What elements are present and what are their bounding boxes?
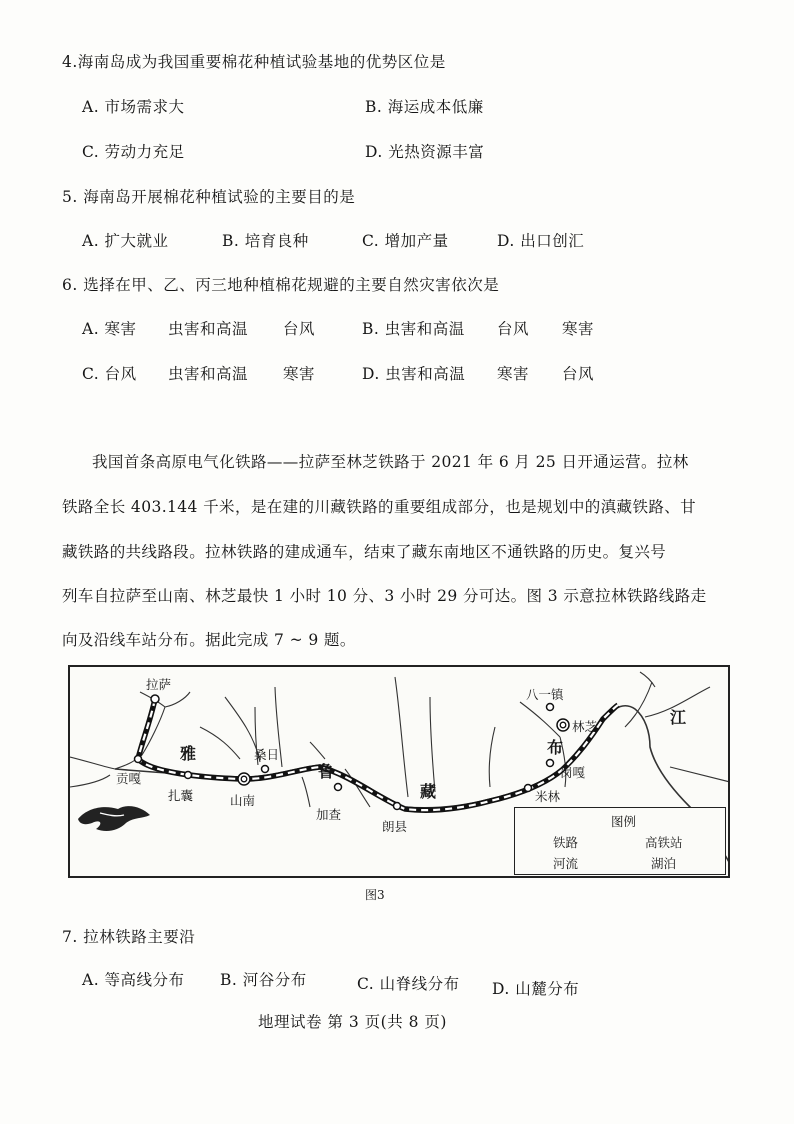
- river-char-4: 布: [547, 738, 564, 757]
- label-shannan: 山南: [230, 793, 256, 808]
- question-5-stem: 5. 海南岛开展棉花种植试验的主要目的是: [62, 188, 356, 206]
- station-sangri: [262, 766, 269, 773]
- passage-line-1: 我国首条高原电气化铁路——拉萨至林芝铁路于 2021 年 6 月 25 日开通运营。拉林: [92, 453, 689, 471]
- q7-option-d[interactable]: D. 山麓分布: [492, 980, 580, 998]
- q6-d-part-3: 台风: [562, 365, 595, 383]
- label-milin: 米林: [535, 789, 561, 804]
- q5-option-a[interactable]: A. 扩大就业: [82, 232, 169, 250]
- label-bayizhen: 八一镇: [526, 687, 564, 702]
- q4-option-c[interactable]: C. 劳动力充足: [82, 143, 185, 161]
- river-south-1: [302, 777, 310, 807]
- river-east-2: [670, 767, 730, 782]
- page-footer: 地理试卷 第 3 页(共 8 页): [258, 1013, 447, 1031]
- station-shannan-inner: [241, 776, 247, 782]
- label-gangga: 岗嘎: [560, 765, 586, 780]
- river-west-inflow: [70, 757, 115, 769]
- q6-b-part-3: 寒害: [562, 320, 595, 338]
- station-jiacha: [335, 784, 342, 791]
- river-north-3: [489, 727, 495, 787]
- river-north-1: [395, 677, 408, 797]
- question-7-stem: 7. 拉林铁路主要沿: [62, 928, 196, 946]
- q6-c-part-2: 虫害和高温: [168, 365, 249, 383]
- q5-option-b[interactable]: B. 培育良种: [222, 232, 309, 250]
- river-char-5: 江: [670, 708, 687, 727]
- label-gongga: 贡嘎: [116, 771, 142, 786]
- q6-b-part-1: B. 虫害和高温: [362, 320, 465, 338]
- river-char-2: 鲁: [318, 762, 335, 781]
- railway-map: [68, 665, 730, 878]
- legend-railway-label: 铁路: [553, 835, 579, 850]
- q7-option-c[interactable]: C. 山脊线分布: [357, 975, 460, 993]
- river-tributary-5: [310, 742, 325, 759]
- label-sangri: 桑日: [254, 747, 280, 762]
- q7-option-a[interactable]: A. 等高线分布: [82, 971, 185, 989]
- legend-station-label: 高铁站: [645, 835, 683, 850]
- label-lasa: 拉萨: [146, 677, 172, 692]
- q4-option-a[interactable]: A. 市场需求大: [82, 98, 185, 116]
- station-zhanang: [185, 772, 192, 779]
- q5-option-c[interactable]: C. 增加产量: [362, 232, 449, 250]
- station-lasa: [151, 695, 159, 703]
- label-langxian: 朗县: [382, 819, 408, 834]
- q6-b-part-2: 台风: [497, 320, 530, 338]
- q4-option-d[interactable]: D. 光热资源丰富: [365, 143, 485, 161]
- station-bayizhen: [547, 704, 554, 711]
- map-legend: [514, 807, 726, 875]
- river-linzhi-upper: [625, 682, 652, 727]
- station-markers: [135, 695, 570, 810]
- river-tributary-1: [200, 727, 240, 759]
- river-linzhi-top: [640, 672, 655, 687]
- station-linzhi-inner: [560, 722, 566, 728]
- legend-lake-label: 湖泊: [651, 856, 677, 871]
- passage-line-3: 藏铁路的共线路段。拉林铁路的建成通车，结束了藏东南地区不通铁路的历史。复兴号: [62, 543, 667, 561]
- river-lasa-upper: [140, 692, 190, 707]
- q6-a-part-2: 虫害和高温: [168, 320, 249, 338]
- legend-title: 图例: [611, 814, 637, 829]
- q7-option-b[interactable]: B. 河谷分布: [220, 971, 307, 989]
- q6-c-part-1: C. 台风: [82, 365, 137, 383]
- label-zhanang: 扎囊: [168, 788, 194, 803]
- q6-d-part-1: D. 虫害和高温: [362, 365, 466, 383]
- lake-shape: [78, 806, 150, 831]
- river-char-3: 藏: [420, 782, 437, 801]
- label-linzhi: 林芝: [572, 719, 598, 734]
- river-north-2: [430, 697, 435, 792]
- station-langxian: [394, 803, 401, 810]
- legend-river-label: 河流: [553, 856, 579, 871]
- q6-a-part-1: A. 寒害: [82, 320, 137, 338]
- question-6-stem: 6. 选择在甲、乙、丙三地种植棉花规避的主要自然灾害依次是: [62, 276, 500, 294]
- q4-option-b[interactable]: B. 海运成本低廉: [365, 98, 484, 116]
- passage-line-2: 铁路全长 403.144 千米，是在建的川藏铁路的重要组成部分，也是规划中的滇藏铁路、甘: [62, 498, 697, 516]
- question-4-stem: 4.海南岛成为我国重要棉花种植试验基地的优势区位是: [62, 53, 446, 71]
- q5-option-d[interactable]: D. 出口创汇: [497, 232, 585, 250]
- river-char-1: 雅: [180, 744, 197, 763]
- q6-c-part-3: 寒害: [283, 365, 316, 383]
- river-sw: [70, 775, 110, 787]
- figure-caption: 图3: [365, 888, 385, 902]
- passage-line-4: 列车自拉萨至山南、林芝最快 1 小时 10 分、3 小时 29 分可达。图 3 示意拉林铁路线路走: [62, 587, 707, 605]
- station-gongga: [135, 756, 142, 763]
- station-gangga: [547, 760, 554, 767]
- station-milin: [525, 785, 532, 792]
- q6-d-part-2: 寒害: [497, 365, 530, 383]
- label-jiacha: 加查: [316, 807, 342, 822]
- passage-line-5: 向及沿线车站分布。据此完成 7 ~ 9 题。: [62, 631, 356, 649]
- q6-a-part-3: 台风: [283, 320, 316, 338]
